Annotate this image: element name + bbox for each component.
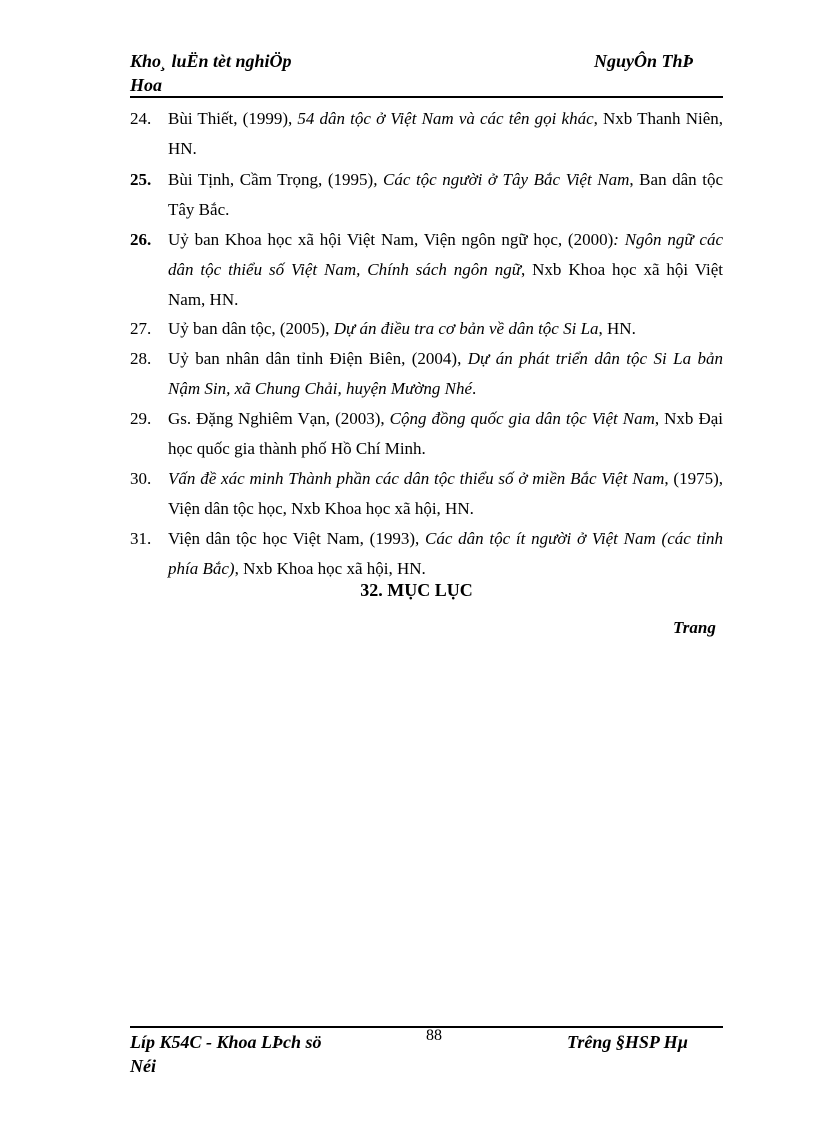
reference-title: : Ngôn ngữ các dân tộc thiểu số Việt Nam, Chính sách ngôn ngữ bbox=[168, 230, 723, 279]
reference-number: 27. bbox=[130, 319, 152, 338]
reference-publisher: , Nxb Khoa học xã hội, HN. bbox=[234, 559, 426, 578]
reference-title: Cộng đồng quốc gia dân tộc Việt Nam bbox=[389, 409, 655, 428]
footer-right: Trêng §HSP Hµ bbox=[567, 1032, 689, 1052]
page-number: 88 bbox=[426, 1027, 442, 1044]
reference-27 bbox=[130, 314, 723, 344]
reference-28 bbox=[130, 344, 723, 404]
reference-title: , Các tộc người ở Tây Bắc Việt Nam bbox=[373, 170, 630, 189]
toc-heading bbox=[130, 580, 723, 601]
reference-publisher: , (1975), Viện dân tộc học, Nxb Khoa học xã hội, HN. bbox=[168, 469, 723, 518]
reference-authors: Uỷ ban nhân dân tỉnh Điện Biên, (2004), bbox=[168, 349, 468, 368]
reference-title: Dự án điều tra cơ bản về dân tộc Si La bbox=[333, 319, 599, 338]
reference-number: 31. bbox=[130, 529, 152, 548]
footer-left bbox=[130, 1030, 322, 1078]
running-header-left bbox=[130, 49, 292, 97]
reference-authors: Uỷ ban Khoa học xã hội Việt Nam, Viện ngôn ngữ học, (2000) bbox=[168, 230, 614, 249]
header-left-line2: Hoa bbox=[130, 75, 163, 95]
footer-left-line1: Líp K54C - Khoa LÞch sö bbox=[130, 1032, 322, 1052]
reference-publisher: , HN. bbox=[598, 319, 636, 338]
reference-30 bbox=[130, 464, 723, 524]
reference-publisher: , Ban dân tộc Tây Bắc. bbox=[168, 170, 724, 219]
footer-left-line2: Néi bbox=[130, 1056, 156, 1076]
reference-authors: Viện dân tộc học Việt Nam, (1993), bbox=[168, 529, 425, 548]
reference-number: 24. bbox=[130, 109, 152, 128]
reference-number: 26. bbox=[130, 230, 152, 249]
reference-authors: Bùi Tịnh, Cầm Trọng, (1995) bbox=[168, 170, 374, 189]
reference-title: Dự án phát triển dân tộc Si La bản Nậm Sin, xã Chung Chải, huyện Mường Nhé bbox=[168, 349, 723, 398]
reference-title: Vấn đề xác minh Thành phần các dân tộc thiểu số ở miền Bắc Việt Nam bbox=[168, 469, 665, 488]
reference-publisher: , Nxb Đại học quốc gia thành phố Hồ Chí Minh. bbox=[168, 409, 723, 458]
reference-authors: Bùi Thiết, (1999), bbox=[168, 109, 298, 128]
reference-24 bbox=[130, 104, 723, 164]
reference-number: 28. bbox=[130, 349, 152, 368]
reference-31 bbox=[130, 524, 723, 584]
header-right: NguyÔn ThÞ bbox=[594, 51, 694, 71]
reference-title: Các dân tộc ít người ở Việt Nam (các tỉnh phía Bắc) bbox=[168, 529, 723, 578]
reference-publisher: . bbox=[472, 379, 477, 398]
reference-title: 54 dân tộc ở Việt Nam và các tên gọi khác bbox=[297, 109, 594, 128]
reference-number: 25. bbox=[130, 170, 152, 189]
toc-heading-text: 32. MỤC LỤC bbox=[360, 580, 473, 600]
reference-publisher: , Nxb Thanh Niên, HN. bbox=[168, 109, 724, 158]
reference-26 bbox=[130, 225, 723, 315]
reference-publisher: , Nxb Khoa học xã hội Việt Nam, HN. bbox=[168, 260, 724, 309]
header-left-line1: Kho¸ luËn tèt nghiÖp bbox=[130, 51, 292, 71]
reference-25 bbox=[130, 165, 723, 225]
reference-authors: Uỷ ban dân tộc, (2005), bbox=[168, 319, 334, 338]
reference-number: 30. bbox=[130, 469, 152, 488]
reference-number: 29. bbox=[130, 409, 152, 428]
reference-authors: Gs. Đặng Nghiêm Vạn, (2003), bbox=[168, 409, 390, 428]
reference-29 bbox=[130, 404, 723, 464]
header-rule bbox=[130, 96, 723, 98]
trang-label: Trang bbox=[673, 618, 716, 637]
